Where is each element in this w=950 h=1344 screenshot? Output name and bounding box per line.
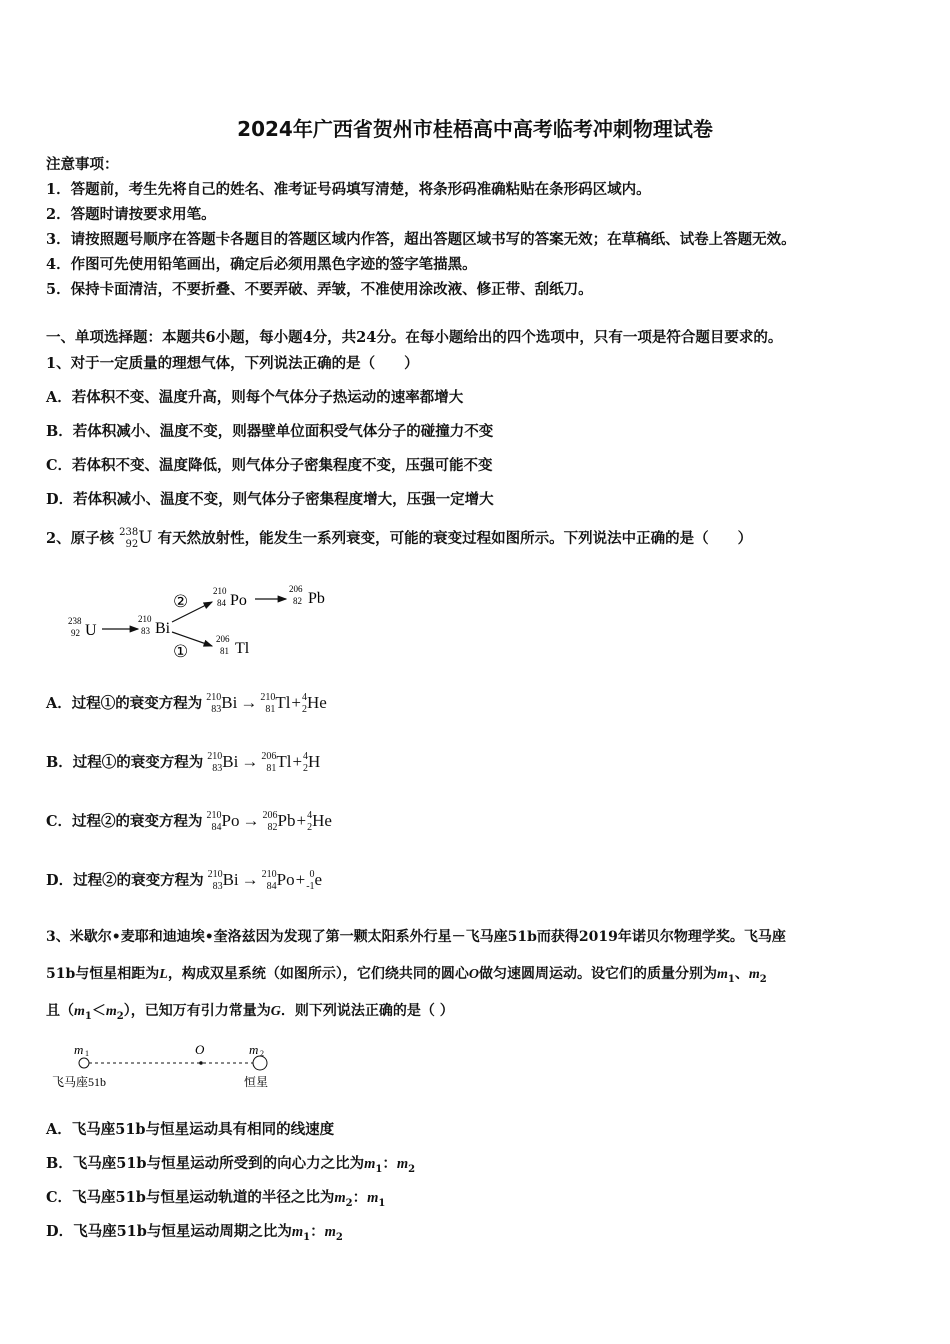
option-label: B．过程①的衰变方程为 xyxy=(46,754,204,771)
q1-option-b: B．若体积减小、温度不变，则器壁单位面积受气体分子的碰撞力不变 xyxy=(46,423,494,440)
q2-stem-suffix: 有天然放射性，能发生一系列衰变，可能的衰变过程如图所示。下列说法中正确的是（ ） xyxy=(157,530,753,547)
nucleus xyxy=(207,751,238,775)
q3-option-d xyxy=(46,1220,343,1243)
nucleus-mass: 210 xyxy=(261,869,277,881)
decay-equation xyxy=(206,692,327,716)
nucleus-mass: 238 xyxy=(119,527,139,538)
nucleus-symbol: e xyxy=(314,870,323,889)
q1-option-a: A．若体积不变、温度升高，则每个气体分子热运动的速率都增大 xyxy=(46,389,464,406)
nucleus-charge: 83 xyxy=(212,763,223,775)
nucleus xyxy=(262,869,295,893)
nucleus-mass: 210 xyxy=(260,692,276,704)
var-m2-sub: 2 xyxy=(759,973,767,985)
nucleus-charge: 81 xyxy=(266,763,277,775)
pb-charge: 82 xyxy=(293,596,302,606)
var-m1-sub: 1 xyxy=(727,973,735,985)
plus-symbol: + xyxy=(295,870,306,889)
nucleus-symbol: Po xyxy=(221,811,240,830)
option-text: D．飞马座51b与恒星运动周期之比为 xyxy=(46,1223,292,1240)
bi-charge: 83 xyxy=(141,626,150,636)
decay-equation xyxy=(207,869,323,893)
ratio-sep: ： xyxy=(382,1155,397,1172)
q3-text: ），已知万有引力常量为 xyxy=(123,1003,271,1019)
nucleus xyxy=(208,869,239,893)
po-charge: 84 xyxy=(217,598,226,608)
ratio-sep: ： xyxy=(310,1223,325,1240)
notice-item: 1．答题前，考生先将自己的姓名、准考证号码填写清楚，将条形码准确粘贴在条形码区域内。 xyxy=(46,181,651,198)
nucleus xyxy=(306,869,322,893)
nucleus-mass: 206 xyxy=(261,751,277,763)
nucleus-charge: 84 xyxy=(211,822,222,834)
var-l: L xyxy=(159,967,168,982)
question-3-line-3 xyxy=(46,1000,454,1022)
ratio-var-b: m xyxy=(367,1190,379,1206)
plus-symbol: + xyxy=(296,811,307,830)
nucleus-symbol: U xyxy=(138,528,153,548)
arrow-symbol: → xyxy=(242,811,260,830)
notice-heading: 注意事项： xyxy=(46,156,119,173)
decay-equation xyxy=(207,751,321,775)
var-m1: m xyxy=(716,967,728,982)
tl-symbol: Tl xyxy=(235,640,250,657)
nucleus-symbol: Bi xyxy=(222,870,239,889)
notice-item: 3．请按照题号顺序在答题卡各题目的答题区域内作答，超出答题区域书写的答案无效；在草稿纸、试卷上答题无效。 xyxy=(46,231,796,248)
nucleus-mass: 4 xyxy=(307,810,313,822)
q3-option-c xyxy=(46,1186,385,1209)
q2-stem-nucleus xyxy=(119,527,152,551)
nucleus-symbol: He xyxy=(307,693,327,712)
nucleus-mass: 4 xyxy=(303,751,309,763)
question-3-line-2 xyxy=(46,963,767,985)
q3-text: 51b与恒星相距为 xyxy=(46,966,160,982)
pb-mass: 206 xyxy=(289,584,303,594)
option-text: B．飞马座51b与恒星运动所受到的向心力之比为 xyxy=(46,1155,365,1172)
section-heading: 一、单项选择题：本题共6小题，每小题4分，共24分。在每小题给出的四个选项中，只有一项是符合题目要求的。 xyxy=(46,329,783,346)
var-m1: m xyxy=(74,1004,85,1019)
nucleus xyxy=(206,692,237,716)
question-3-line-1: 3、米歇尔•麦耶和迪迪埃•奎洛兹因为发现了第一颗太阳系外行星－飞马座51b而获得2019年诺贝尔物理学奖。飞马座 xyxy=(46,929,786,945)
question-2-stem xyxy=(46,527,752,551)
q3-text: ．则下列说法正确的是（ ） xyxy=(280,1003,454,1019)
bi-symbol: Bi xyxy=(155,620,171,637)
nucleus-charge: 82 xyxy=(267,822,278,834)
question-1-stem: 1、对于一定质量的理想气体，下列说法正确的是（ ） xyxy=(46,355,419,372)
nucleus-charge: -1 xyxy=(306,881,315,893)
nucleus-symbol: Pb xyxy=(277,811,296,830)
diagram-o: O xyxy=(195,1042,205,1057)
ratio-var-a: m xyxy=(364,1156,376,1172)
ratio-var-a-sub: 2 xyxy=(345,1197,353,1209)
nucleus-mass: 0 xyxy=(309,869,315,881)
ratio-var-b: m xyxy=(324,1224,336,1240)
u-mass: 238 xyxy=(68,616,82,626)
option-text: C．飞马座51b与恒星运动轨道的半径之比为 xyxy=(46,1189,335,1206)
ratio-var-a-sub: 1 xyxy=(303,1231,311,1243)
notice-item: 5．保持卡面清洁，不要折叠、不要弄破、弄皱，不准使用涂改液、修正带、刮纸刀。 xyxy=(46,281,593,298)
q2-option-d xyxy=(46,869,322,893)
page-title: 2024年广西省贺州市桂梧高中高考临考冲刺物理试卷 xyxy=(237,117,713,141)
nucleus-mass: 206 xyxy=(262,810,278,822)
q2-stem-prefix: 2、原子核 xyxy=(46,530,115,547)
var-g: G xyxy=(270,1004,281,1019)
path-2-label: ② xyxy=(173,592,189,611)
u-charge: 92 xyxy=(71,628,80,638)
q3-text: ＜ xyxy=(91,1003,106,1019)
plus-symbol: + xyxy=(292,752,303,771)
notice-item: 2．答题时请按要求用笔。 xyxy=(46,206,216,223)
nucleus-charge: 84 xyxy=(266,881,277,893)
nucleus xyxy=(303,751,320,775)
nucleus-symbol: Po xyxy=(276,870,295,889)
var-m2: m xyxy=(748,967,760,982)
option-label: D．过程②的衰变方程为 xyxy=(46,872,204,889)
bi-mass: 210 xyxy=(138,614,152,624)
nucleus-symbol: Tl xyxy=(275,693,291,712)
u-symbol: U xyxy=(85,622,97,639)
nucleus-charge: 81 xyxy=(265,704,276,716)
ratio-var-a-sub: 1 xyxy=(375,1163,383,1175)
nucleus-symbol: Tl xyxy=(276,752,292,771)
var-m2: m xyxy=(105,1004,117,1019)
diagram-m2: m xyxy=(249,1042,259,1057)
center-point xyxy=(199,1061,203,1065)
q3-text: ，构成双星系统（如图所示），它们绕共同的圆心 xyxy=(167,966,469,982)
nucleus-mass: 4 xyxy=(302,692,308,704)
nucleus-symbol: He xyxy=(312,811,332,830)
nucleus xyxy=(260,692,290,716)
var-m1-sub: 1 xyxy=(84,1010,92,1022)
nucleus-mass: 210 xyxy=(207,751,223,763)
ratio-var-b-sub: 2 xyxy=(408,1163,416,1175)
nucleus xyxy=(263,810,296,834)
diagram-m1-sub: 1 xyxy=(85,1049,89,1058)
diagram-m2-sub: 2 xyxy=(260,1049,264,1058)
ratio-var-b-sub: 2 xyxy=(335,1231,343,1243)
path-1-label: ① xyxy=(173,642,189,661)
ratio-sep: ： xyxy=(352,1189,368,1206)
nucleus-charge: 83 xyxy=(211,704,222,716)
binary-star-diagram xyxy=(48,1040,288,1092)
nucleus-charge: 2 xyxy=(302,704,308,716)
nucleus-symbol: H xyxy=(308,752,321,771)
diagram-m1: m xyxy=(74,1042,84,1057)
q2-option-c xyxy=(46,810,332,834)
nucleus xyxy=(307,810,332,834)
q3-text: 做匀速圆周运动。设它们的质量分别为 xyxy=(478,966,717,982)
nucleus xyxy=(261,751,291,775)
decay-equation xyxy=(206,810,332,834)
q3-text: 、 xyxy=(734,966,749,982)
ratio-var-a: m xyxy=(334,1190,346,1206)
plus-symbol: + xyxy=(291,693,302,712)
q1-option-d: D．若体积减小、温度不变，则气体分子密集程度增大，压强一定增大 xyxy=(46,491,494,508)
nucleus xyxy=(207,810,240,834)
option-label: A．过程①的衰变方程为 xyxy=(46,695,203,712)
nucleus-symbol: Bi xyxy=(222,752,239,771)
nucleus-symbol: Bi xyxy=(221,693,238,712)
star-circle xyxy=(253,1056,267,1070)
nucleus-charge: 83 xyxy=(212,881,223,893)
q3-text: 且（ xyxy=(46,1003,74,1019)
arrow-symbol: → xyxy=(241,870,259,889)
tl-mass: 206 xyxy=(216,634,230,644)
nucleus-charge: 2 xyxy=(303,763,309,775)
q3-option-a: A．飞马座51b与恒星运动具有相同的线速度 xyxy=(46,1121,335,1138)
ratio-var-a: m xyxy=(291,1224,304,1240)
po-mass: 210 xyxy=(213,586,227,596)
nucleus-mass: 210 xyxy=(206,692,222,704)
ratio-var-b: m xyxy=(396,1156,409,1172)
nucleus-mass: 210 xyxy=(207,869,223,881)
nucleus xyxy=(302,692,327,716)
q1-option-c: C．若体积不变、温度降低，则气体分子密集程度不变，压强可能不变 xyxy=(46,457,493,474)
tl-charge: 81 xyxy=(220,646,229,656)
nucleus-charge: 2 xyxy=(307,822,313,834)
nucleus-charge: 92 xyxy=(125,539,139,550)
var-o: O xyxy=(468,967,479,982)
nucleus-mass: 210 xyxy=(206,810,222,822)
q3-option-b xyxy=(46,1152,415,1175)
option-label: C．过程②的衰变方程为 xyxy=(46,813,203,830)
ratio-var-b-sub: 1 xyxy=(378,1197,386,1209)
planet-circle xyxy=(79,1058,89,1068)
diagram-label-star: 恒星 xyxy=(244,1075,269,1089)
diagram-label-planet: 飞马座51b xyxy=(52,1075,107,1089)
pb-symbol: Pb xyxy=(308,590,325,607)
decay-diagram xyxy=(60,580,360,665)
q2-option-b xyxy=(46,751,320,775)
po-symbol: Po xyxy=(230,592,247,609)
notice-item: 4．作图可先使用铅笔画出，确定后必须用黑色字迹的签字笔描黑。 xyxy=(46,256,477,273)
var-m2-sub: 2 xyxy=(116,1010,124,1022)
arrow-symbol: → xyxy=(240,693,258,712)
arrow-symbol: → xyxy=(241,752,259,771)
q2-option-a xyxy=(46,692,327,716)
